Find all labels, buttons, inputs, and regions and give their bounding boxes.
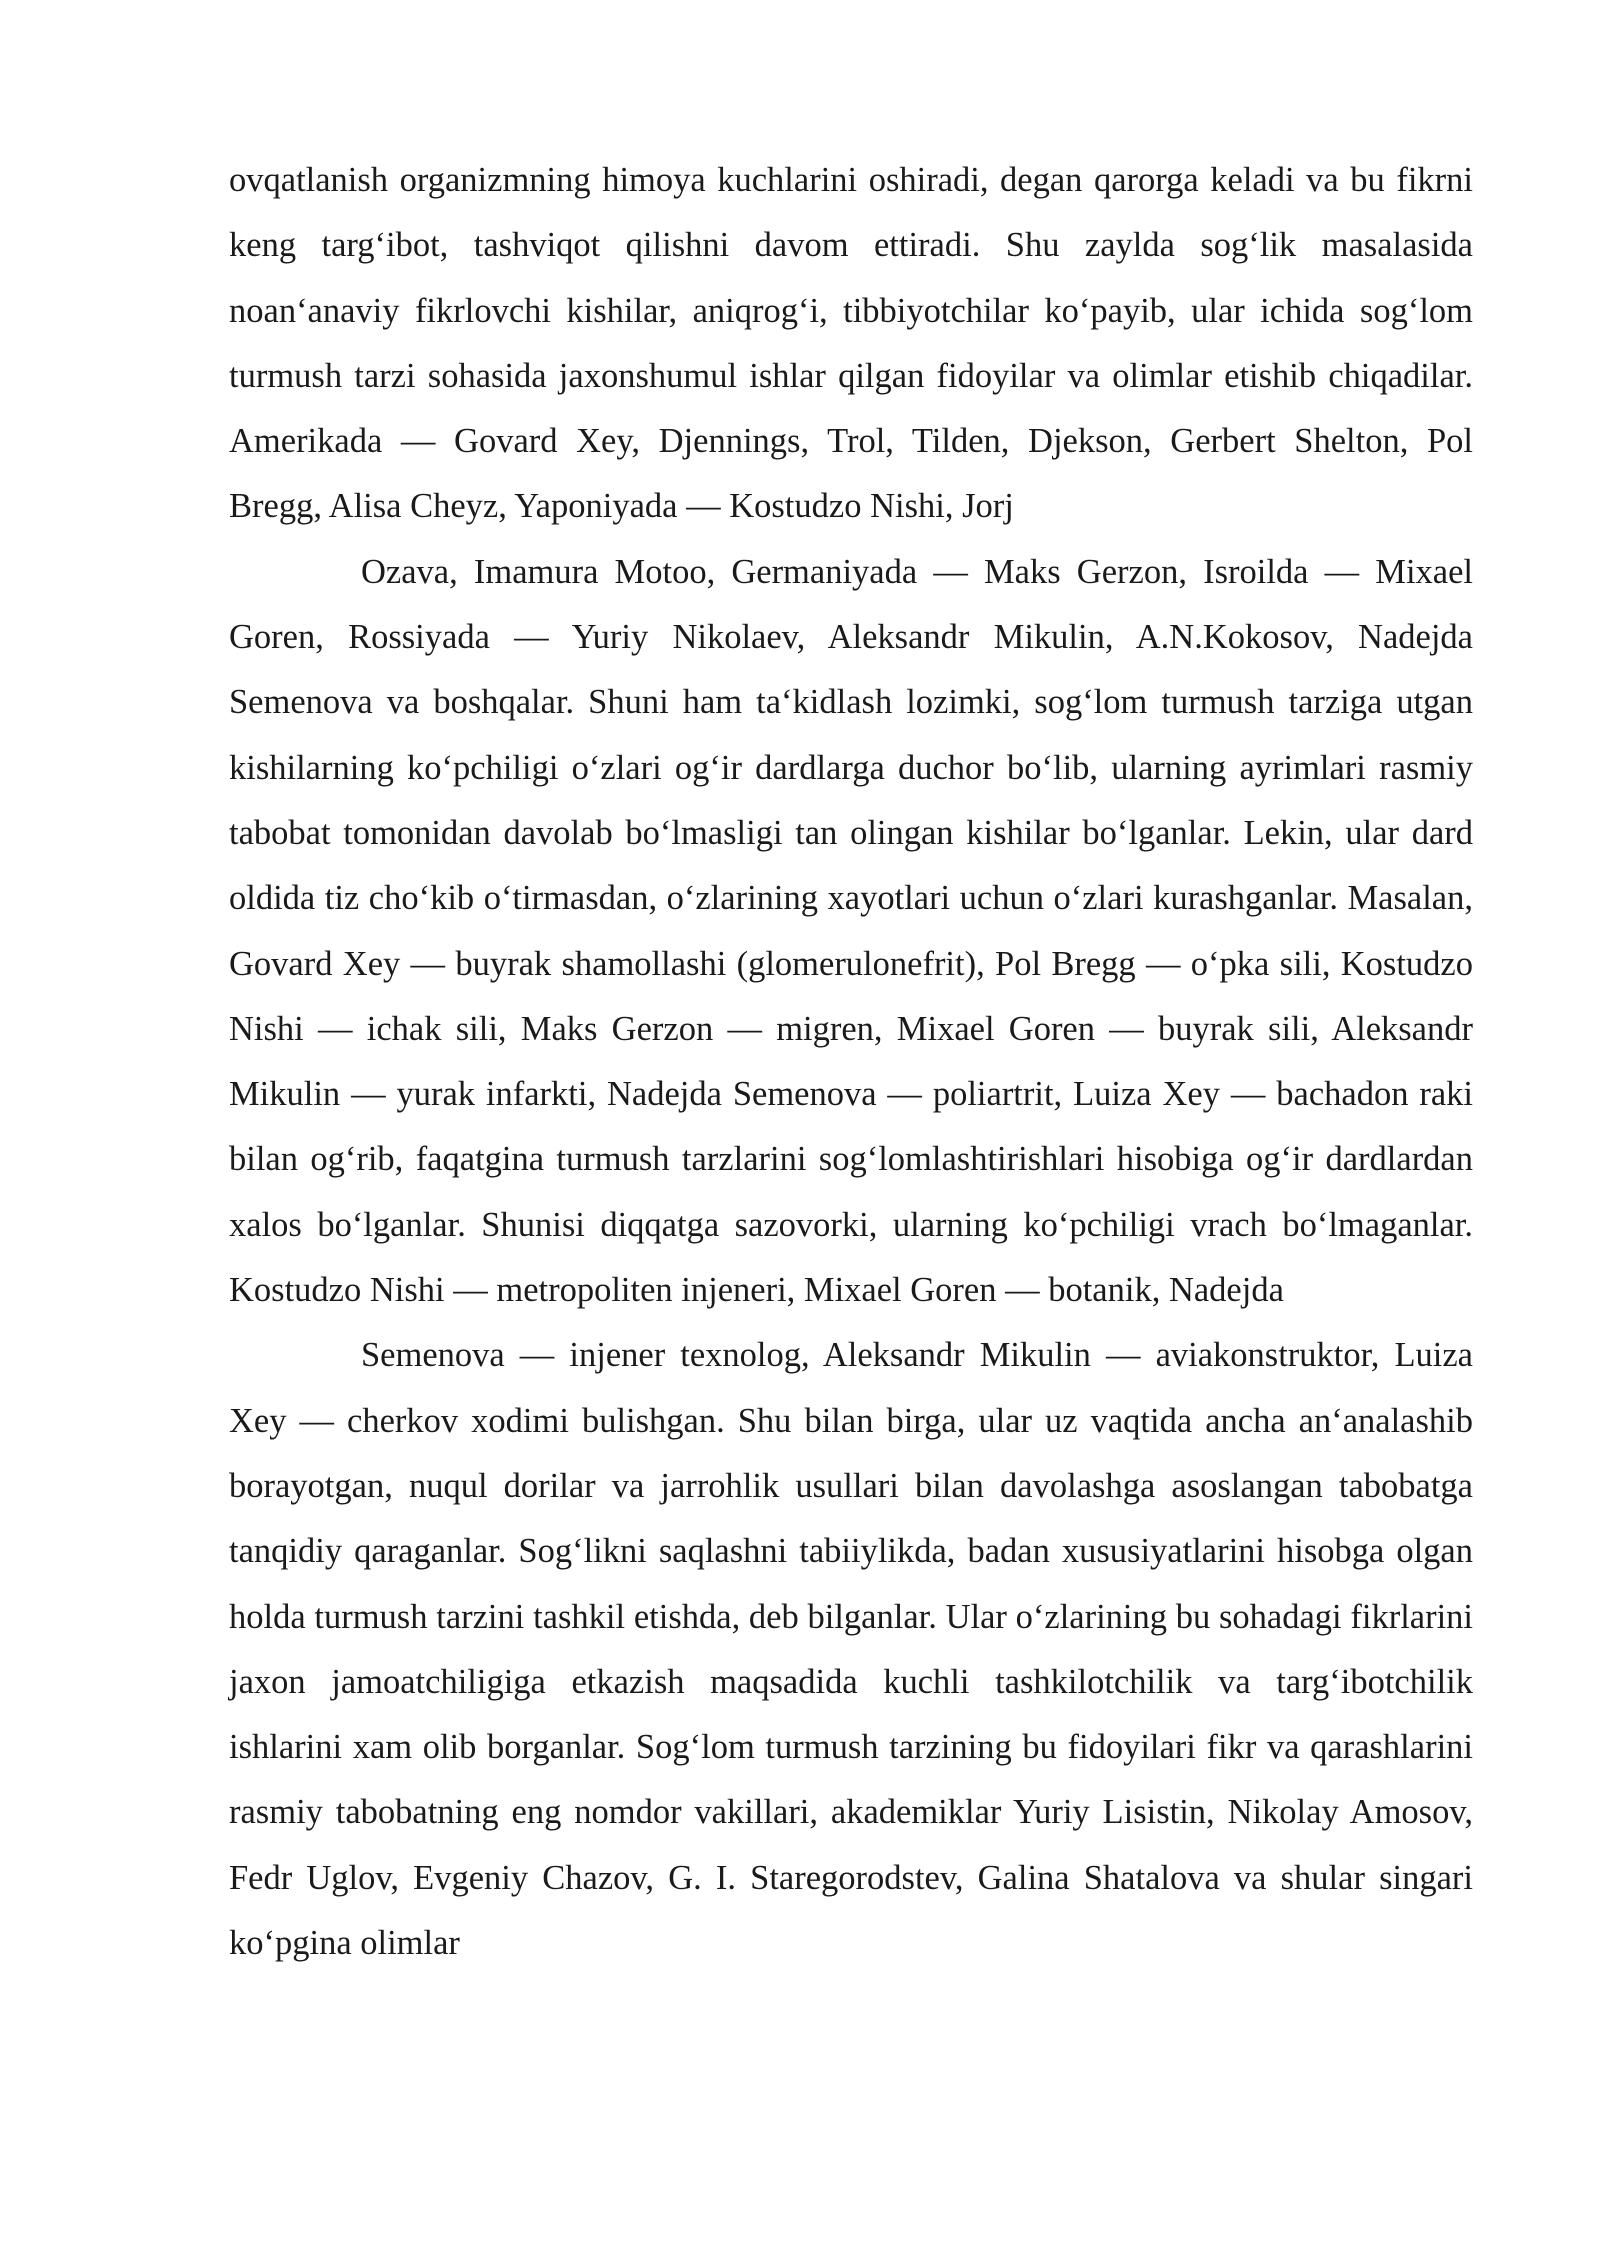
- paragraph-1: ovqatlanish organizmning himoya kuchlarini oshiradi, degan qarorga keladi va bu fikrni keng targ‘ibot, tashviqot qilishni davom ettiradi. Shu zaylda sog‘lik masalasida noan‘anaviy fikrlovchi kishilar, aniqrog‘i, tibbiyotchilar ko‘payib, ular ichida sog‘lom turmush tarzi sohasida jaxonshumul ishlar qilgan fidoyilar va olimlar etishib chiqadilar. Amerikada — Govard Xey, Djennings, Trol, Tilden, Djekson, Gerbert Shelton, Pol Bregg, Alisa Cheyz, Yaponiyada — Kostudzo Nishi, Jorj: [229, 161, 1473, 526]
- body-text: [229, 148, 1473, 1976]
- paragraph-3: Semenova — injener texnolog, Aleksandr Mikulin — aviakonstruktor, Luiza Xey — cherkov xodimi bulishgan. Shu bilan birga, ular uz vaqtida ancha an‘analashib borayotgan, nuqul dorilar va jarrohlik usullari bilan davolashga asoslangan tabobatga tanqidiy qaraganlar. Sog‘likni saqlashni tabiiylikda, badan xususiyatlarini hisobga olgan holda turmush tarzini tashkil etishda, deb bilganlar. Ular o‘zlarining bu sohadagi fikrlarini jaxon jamoatchiligiga etkazish maqsadida kuchli tashkilotchilik va targ‘ibotchilik ishlarini xam olib borganlar. Sog‘lom turmush tarzining bu fidoyilari fikr va qarashlarini rasmiy tabobatning eng nomdor vakillari, akademiklar Yuriy Lisistin, Nikolay Amosov, Fedr Uglov, Evgeniy Chazov, G. I. Staregorodstev, Galina Shatalova va shular singari ko‘pgina olimlar: [229, 1336, 1473, 1963]
- paragraph-2: Ozava, Imamura Motoo, Germaniyada — Maks Gerzon, Isroilda — Mixael Goren, Rossiyada — Yuriy Nikolaev, Aleksandr Mikulin, A.N.Kokosov, Nadejda Semenova va boshqalar. Shuni ham ta‘kidlash lozimki, sog‘lom turmush tarziga utgan kishilarning ko‘pchiligi o‘zlari og‘ir dardlarga duchor bo‘lib, ularning ayrimlari rasmiy tabobat tomonidan davolab bo‘lmasligi tan olingan kishilar bo‘lganlar. Lekin, ular dard oldida tiz cho‘kib o‘tirmasdan, o‘zlarining xayotlari uchun o‘zlari kurashganlar. Masalan, Govard Xey — buyrak shamollashi (glomerulonefrit), Pol Bregg — o‘pka sili, Kostudzo Nishi — ichak sili, Maks Gerzon — migren, Mixael Goren — buyrak sili, Aleksandr Mikulin — yurak infarkti, Nadejda Semenova — poliartrit, Luiza Xey — bachadon raki bilan og‘rib, faqatgina turmush tarzlarini sog‘lomlashtirishlari hisobiga og‘ir dardlardan xalos bo‘lganlar. Shunisi diqqatga sazovorki, ularning ko‘pchiligi vrach bo‘lmaganlar. Kostudzo Nishi — metropoliten injeneri, Mixael Goren — botanik, Nadejda: [229, 552, 1473, 1310]
